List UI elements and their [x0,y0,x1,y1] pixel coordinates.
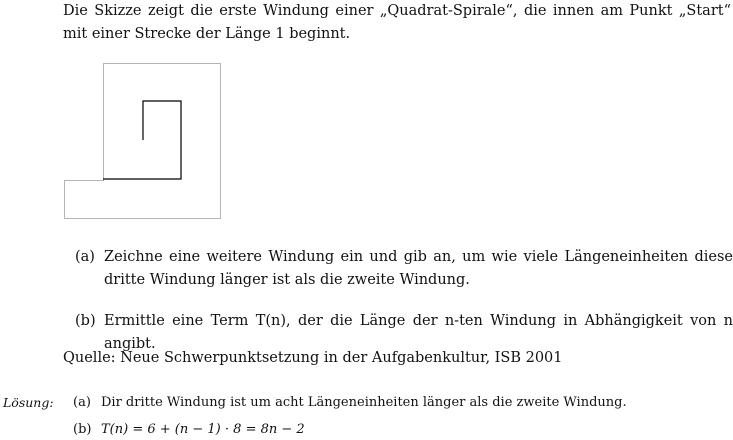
task-b [63,310,733,352]
formula-eq2: = [245,422,257,437]
task-b-text: Ermittle eine Term T(n), der die Länge der n-ten Windung in Abhängigkeit von n angibt. [104,313,733,352]
task-b-label: (b) [75,313,96,329]
formula-rhs1: 6 + (n − 1) · 8 [147,422,242,437]
formula-rhs2: 8n − 2 [260,422,305,437]
task-a-label: (a) [75,249,95,265]
formula-eq1: = [132,422,144,437]
solution-label: Lösung: [3,395,54,410]
formula-lhs: T(n) [101,422,129,437]
spiral-path [103,101,181,179]
solution-a [73,393,693,413]
task-a-text: Zeichne eine weitere Windung ein und gib an, um wie viele Längeneinheiten diese dritte Windung länger ist als die zweite Windung. [104,249,733,288]
sketch-frame [65,64,221,219]
solution-b-label: (b) [73,422,92,437]
solution-b [73,420,473,440]
solution-a-label: (a) [73,395,91,410]
solution-b-formula [101,420,305,440]
intro-text: Die Skizze zeigt die erste Windung einer „Quadrat-Spirale“, die innen am Punkt „Start“ mit einer Strecke der Länge 1 beginnt. [63,3,731,42]
task-a [63,246,733,292]
solution-a-text: Dir dritte Windung ist um acht Längeneinheiten länger als die zweite Windung. [101,395,627,410]
square-spiral-sketch [62,61,222,221]
source-line: Quelle: Neue Schwerpunktsetzung in der Aufgabenkultur, ISB 2001 [63,350,563,366]
